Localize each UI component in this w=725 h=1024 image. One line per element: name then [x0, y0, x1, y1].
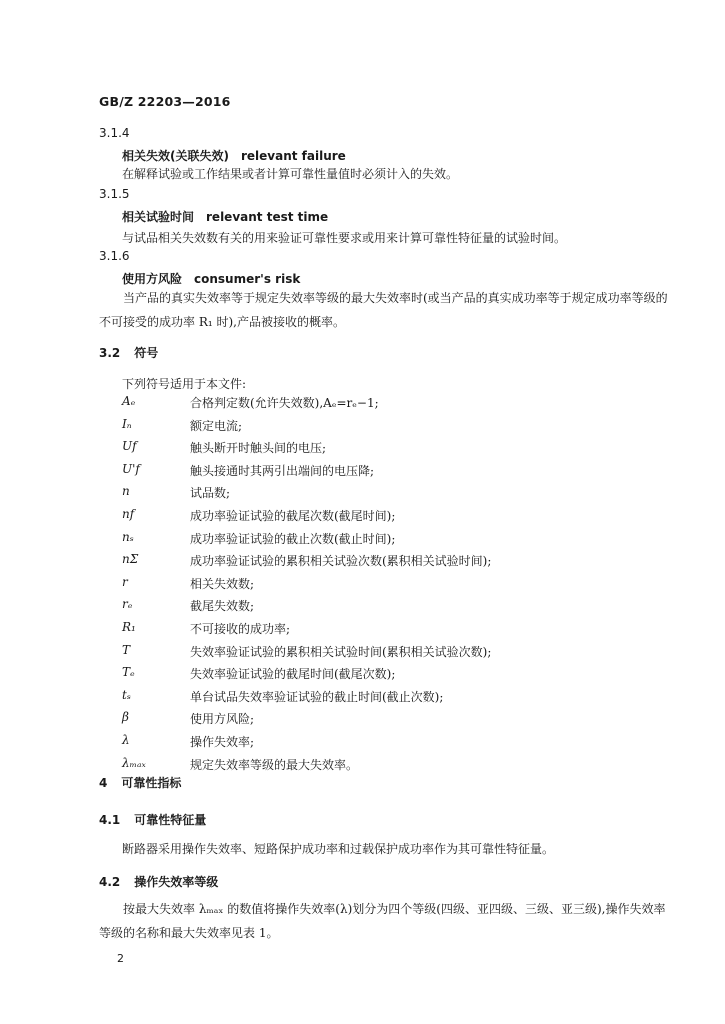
symbol: rₑ [122, 597, 133, 611]
term-english: consumer's risk [194, 272, 301, 286]
symbol: nf [122, 507, 135, 521]
symbol-row [122, 417, 602, 437]
symbol-description: 使用方风险; [190, 712, 255, 726]
symbol: nΣ [122, 552, 139, 566]
symbol: Uf [122, 439, 137, 453]
symbol-description: 截尾失效数; [190, 599, 255, 613]
symbol-description: 触头接通时其两引出端间的电压降; [190, 464, 375, 478]
subsection-heading [99, 811, 206, 828]
symbol-description: 试品数; [190, 486, 231, 500]
symbol-row [122, 484, 602, 504]
subsection-title: 操作失效率等级 [134, 875, 219, 889]
symbol: Aₑ [122, 394, 136, 408]
symbol-row [122, 643, 602, 663]
term-english: relevant failure [240, 149, 346, 163]
term-chinese: 相关失效(关联失效) [122, 149, 229, 163]
symbol-description: 额定电流; [190, 419, 243, 433]
term-english: relevant test time [206, 210, 329, 224]
term-definition: 在解释试验或工作结果或者计算可靠性量值时必须计入的失效。 [122, 167, 459, 181]
symbol-description: 成功率验证试验的累积相关试验次数(累积相关试验时间); [190, 554, 492, 568]
term-definition: 与试品相关失效数有关的用来验证可靠性要求或用来计算可靠性特征量的试验时间。 [122, 231, 567, 245]
symbol-row [122, 552, 602, 572]
subsection-body: 断路器采用操作失效率、短路保护成功率和过载保护成功率作为其可靠性特征量。 [122, 842, 555, 856]
symbol-row [122, 665, 602, 685]
symbol-row [122, 462, 602, 482]
symbol-row [122, 394, 602, 414]
term-heading [122, 147, 346, 164]
symbols-intro: 下列符号适用于本文件: [122, 377, 247, 391]
symbol: β [122, 710, 129, 724]
symbol-description: 单台试品失效率验证试验的截止时间(截止次数); [190, 690, 444, 704]
symbol-row [122, 620, 602, 640]
term-chinese: 相关试验时间 [122, 210, 195, 224]
term-heading [122, 208, 328, 225]
symbol-row [122, 733, 602, 753]
symbol-description: 相关失效数; [190, 577, 255, 591]
section-title: 可靠性指标 [121, 776, 182, 790]
clause-number: 3.1.5 [99, 187, 130, 201]
subsection-body: 按最大失效率 λₘₐₓ 的数值将操作失效率(λ)划分为四个等级(四级、亚四级、三级、亚三级),操作失效率等级的名称和最大失效率见表 1。 [99, 902, 666, 940]
section-heading [99, 344, 158, 361]
clause-number: 3.1.6 [99, 249, 130, 263]
symbol: λₘₐₓ [122, 756, 146, 770]
symbol-description: 失效率验证试验的累积相关试验时间(累积相关试验次数); [190, 645, 492, 659]
symbol-row [122, 507, 602, 527]
symbol-description: 不可接收的成功率; [190, 622, 291, 636]
clause-number: 3.1.4 [99, 126, 130, 140]
term-heading [122, 270, 300, 287]
symbol-description: 成功率验证试验的截尾次数(截尾时间); [190, 509, 396, 523]
symbol-row [122, 688, 602, 708]
symbol-description: 成功率验证试验的截止次数(截止时间); [190, 532, 396, 546]
symbol: n [122, 484, 130, 498]
symbol: R₁ [122, 620, 136, 634]
symbol: T [122, 643, 131, 657]
symbol-description: 操作失效率; [190, 735, 255, 749]
subsection-heading [99, 873, 218, 890]
symbol-description: 失效率验证试验的截尾时间(截尾次数); [190, 667, 396, 681]
symbol: tₛ [122, 688, 131, 702]
section-number: 3.2 [99, 346, 121, 360]
symbol-description: 触头断开时触头间的电压; [190, 441, 327, 455]
section-number: 4 [99, 776, 108, 790]
term-definition: 当产品的真实失效率等于规定失效率等级的最大失效率时(或当产品的真实成功率等于规定成功率等级的不可接受的成功率 R₁ 时),产品被接收的概率。 [99, 291, 668, 329]
symbol-row [122, 530, 602, 550]
section-heading [99, 774, 181, 791]
symbol-row [122, 756, 602, 776]
symbol: Iₙ [122, 417, 132, 431]
term-chinese: 使用方风险 [122, 272, 183, 286]
symbol: U'f [122, 462, 140, 476]
symbol-row [122, 710, 602, 730]
symbol-row [122, 575, 602, 595]
symbol-description: 合格判定数(允许失效数),Aₑ=rₑ−1; [190, 396, 379, 410]
section-title: 符号 [134, 346, 159, 360]
symbol: Tₑ [122, 665, 135, 679]
symbol: r [122, 575, 128, 589]
subsection-number: 4.2 [99, 875, 121, 889]
symbol-row [122, 597, 602, 617]
standard-header: GB/Z 22203—2016 [99, 94, 231, 109]
symbol: nₛ [122, 530, 134, 544]
page-number: 2 [117, 952, 124, 965]
symbol-row [122, 439, 602, 459]
subsection-title: 可靠性特征量 [134, 813, 207, 827]
subsection-number: 4.1 [99, 813, 121, 827]
symbol: λ [122, 733, 130, 747]
symbol-description: 规定失效率等级的最大失效率。 [190, 758, 359, 772]
